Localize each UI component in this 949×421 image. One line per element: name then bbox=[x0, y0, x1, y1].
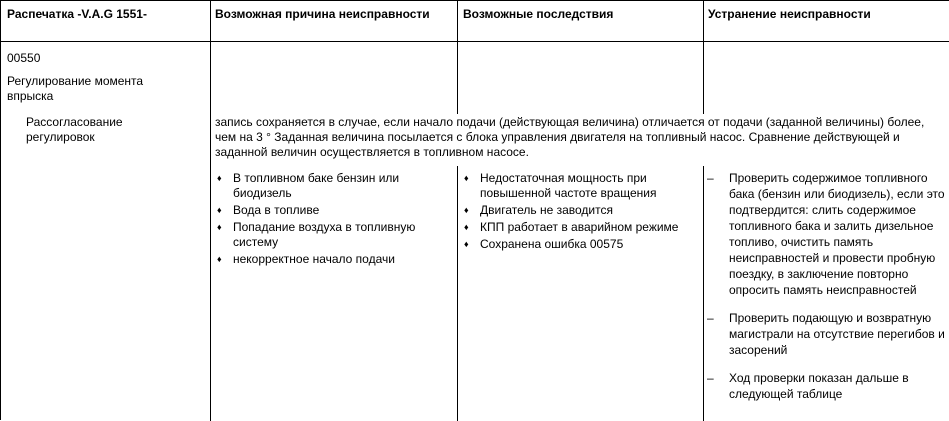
header-remedy: Устранение неисправности bbox=[708, 7, 871, 21]
fault-description: запись сохраняется в случае, если начало подачи (действующая величина) отличается от подачи (заданной величины) более, чем на 3 ° Заданная величина посылается с блока управления двигателя на топливный насос. Сравнение действующей и заданной величин осуществляется в топливном насосе. bbox=[215, 115, 925, 159]
bullet-icon: ♦ bbox=[217, 254, 222, 264]
header-printout: Распечатка -V.A.G 1551- bbox=[7, 7, 147, 21]
list-item: – Проверить содержимое топливного бака (бензин или биодизель), если это подтвердится: слить содержимое топливного бака и залить дизельное топливо, очистить память неисправностей и провести пробную поездку, в заключение повторно опросить память неисправностей bbox=[707, 171, 945, 297]
bullet-icon: ♦ bbox=[217, 205, 222, 215]
bullet-icon: ♦ bbox=[217, 222, 222, 232]
list-item: ♦ Сохранена ошибка 00575 bbox=[464, 237, 624, 251]
causes-list bbox=[217, 171, 445, 269]
fault-name: Регулирование момента впрыска bbox=[7, 74, 144, 103]
list-item: ♦ КПП работает в аварийном режиме bbox=[464, 220, 679, 234]
bullet-icon: ♦ bbox=[464, 205, 469, 215]
bullet-icon: ♦ bbox=[217, 173, 222, 183]
header-possible-cause: Возможная причина неисправности bbox=[215, 7, 430, 21]
remedies-list bbox=[705, 170, 945, 414]
bullet-icon: ♦ bbox=[464, 239, 469, 249]
list-item: – Ход проверки показан дальше в следующей таблице bbox=[707, 371, 909, 401]
list-item: ♦ Вода в топливе bbox=[217, 203, 320, 217]
column-divider bbox=[703, 1, 704, 114]
consequences-list bbox=[464, 171, 700, 254]
column-divider bbox=[457, 166, 458, 421]
fault-code: 00550 bbox=[7, 51, 41, 65]
column-divider bbox=[210, 1, 211, 421]
bullet-icon: ♦ bbox=[464, 222, 469, 232]
dash-icon: – bbox=[707, 371, 714, 385]
list-item: ♦ Недостаточная мощность при повышенной частоте вращения bbox=[464, 171, 657, 200]
list-item: ♦ Попадание воздуха в топливную систему bbox=[217, 220, 416, 249]
header-consequences: Возможные последствия bbox=[463, 7, 614, 21]
header-divider bbox=[1, 41, 949, 42]
list-item: ♦ некорректное начало подачи bbox=[217, 252, 395, 266]
fault-subname: Рассогласование регулировок bbox=[26, 115, 123, 144]
bullet-icon: ♦ bbox=[464, 173, 469, 183]
list-item: ♦ Двигатель не заводится bbox=[464, 203, 613, 217]
dash-icon: – bbox=[707, 311, 714, 325]
dash-icon: – bbox=[707, 171, 714, 185]
list-item: – Проверить подающую и возвратную магистрали на отсутствие перегибов и засорений bbox=[707, 311, 945, 357]
list-item: ♦ В топливном баке бензин или биодизель bbox=[217, 171, 400, 200]
column-divider bbox=[457, 1, 458, 114]
column-divider bbox=[703, 166, 704, 421]
